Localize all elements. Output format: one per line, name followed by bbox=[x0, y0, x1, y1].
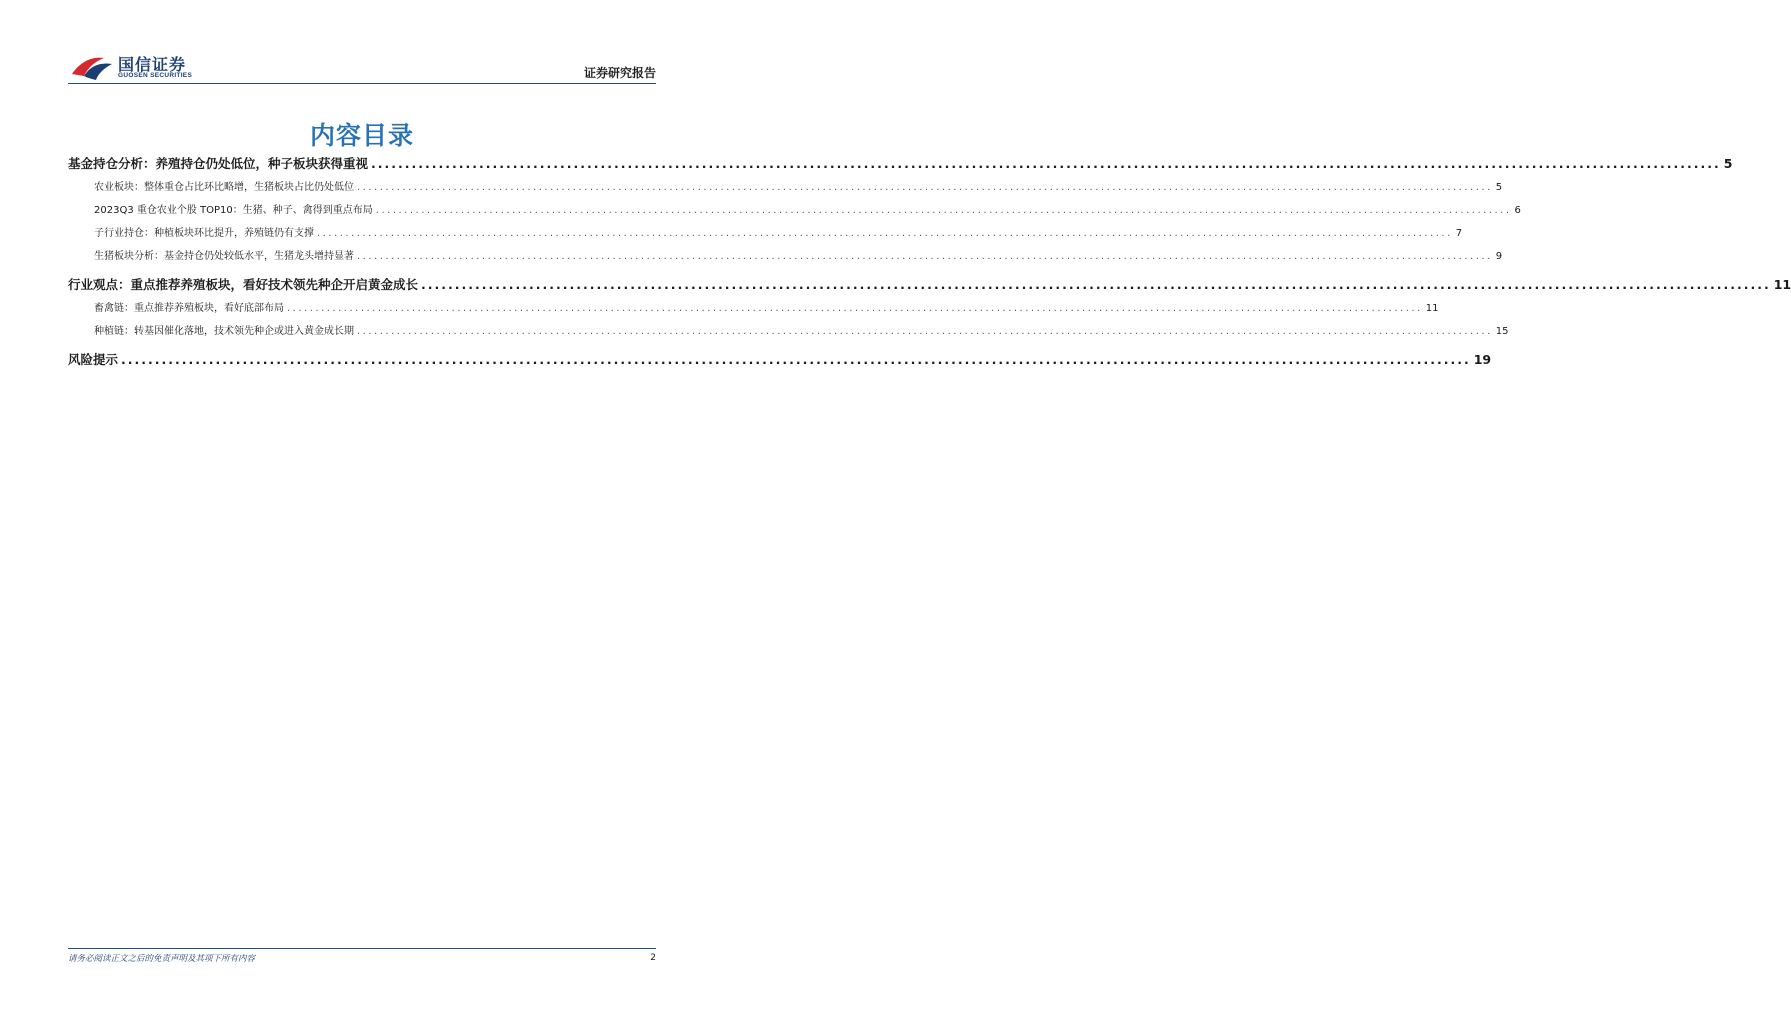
report-type-label: 证券研究报告 bbox=[583, 66, 656, 80]
toc-entry-page: 7 bbox=[1455, 228, 1463, 239]
toc-entry-page: 9 bbox=[1495, 251, 1503, 262]
toc-dot-leader: ........................................................................................................................................................................................................ bbox=[317, 228, 1453, 239]
toc-entry-title: 基金持仓分析：养殖持仓仍处低位，种子板块获得重视 bbox=[68, 156, 369, 171]
page-header bbox=[0, 0, 724, 90]
toc-section-entry[interactable] bbox=[68, 273, 1791, 297]
toc-entry-title: 农业板块：整体重仓占比环比略增，生猪板块占比仍处低位 bbox=[94, 182, 354, 193]
toc-entry-page: 5 bbox=[1495, 182, 1503, 193]
toc-dot-leader: ........................................................................................................................................................................................................ bbox=[121, 352, 1471, 367]
footer-disclaimer: 请务必阅读正文之后的免责声明及其项下所有内容 bbox=[68, 954, 256, 964]
toc-entry-title: 生猪板块分析：基金持仓仍处较低水平，生猪龙头增持显著 bbox=[94, 251, 354, 262]
header-divider bbox=[68, 83, 656, 84]
toc-subsection-entry[interactable] bbox=[68, 176, 1503, 199]
toc-entry-title: 行业观点：重点推荐养殖板块，看好技术领先种企开启黄金成长 bbox=[68, 277, 419, 292]
toc-entry-page: 11 bbox=[1773, 277, 1791, 292]
toc-subsection-entry[interactable] bbox=[68, 297, 1439, 320]
toc-subsection-entry[interactable] bbox=[68, 199, 1521, 222]
toc-subsection-entry[interactable] bbox=[68, 222, 1463, 245]
toc-dot-leader: ........................................................................................................................................................................................................ bbox=[287, 303, 1423, 314]
toc-dot-leader: ........................................................................................................................................................................................................ bbox=[375, 205, 1512, 216]
toc-entry-title: 种植链：转基因催化落地，技术领先种企或进入黄金成长期 bbox=[94, 326, 354, 337]
toc-section-entry[interactable] bbox=[68, 152, 1733, 176]
guosen-logo-icon bbox=[70, 52, 114, 82]
toc-dot-leader: ........................................................................................................................................................................................................ bbox=[357, 326, 1493, 337]
table-of-contents bbox=[68, 152, 1791, 372]
toc-entry-page: 11 bbox=[1425, 303, 1439, 314]
toc-dot-leader: ........................................................................................................................................................................................................ bbox=[421, 277, 1771, 292]
toc-entry-title: 风险提示 bbox=[68, 352, 119, 367]
toc-dot-leader: ........................................................................................................................................................................................................ bbox=[371, 156, 1721, 171]
toc-entry-page: 15 bbox=[1495, 326, 1509, 337]
logo-text-en: GUOSEN SECURITIES bbox=[118, 72, 193, 79]
toc-entry-title: 子行业持仓：种植板块环比提升，养殖链仍有支撑 bbox=[94, 228, 314, 239]
toc-entry-page: 19 bbox=[1473, 352, 1492, 367]
toc-entry-title: 2023Q3 重仓农业个股 TOP10：生猪、种子、禽得到重点布局 bbox=[94, 205, 373, 216]
toc-section-entry[interactable] bbox=[68, 348, 1492, 372]
page-number: 2 bbox=[650, 953, 656, 963]
toc-dot-leader: ........................................................................................................................................................................................................ bbox=[357, 251, 1493, 262]
toc-title: 内容目录 bbox=[309, 121, 414, 150]
logo-text-cn: 国信证券 bbox=[118, 55, 187, 74]
toc-entry-title: 畜禽链：重点推荐养殖板块，看好底部布局 bbox=[94, 303, 284, 314]
toc-subsection-entry[interactable] bbox=[68, 320, 1509, 343]
footer-divider bbox=[68, 948, 656, 949]
guosen-logo bbox=[70, 52, 200, 86]
toc-subsection-entry[interactable] bbox=[68, 245, 1503, 268]
toc-dot-leader: ........................................................................................................................................................................................................ bbox=[357, 182, 1493, 193]
toc-entry-page: 6 bbox=[1514, 205, 1521, 216]
toc-entry-page: 5 bbox=[1723, 156, 1733, 171]
